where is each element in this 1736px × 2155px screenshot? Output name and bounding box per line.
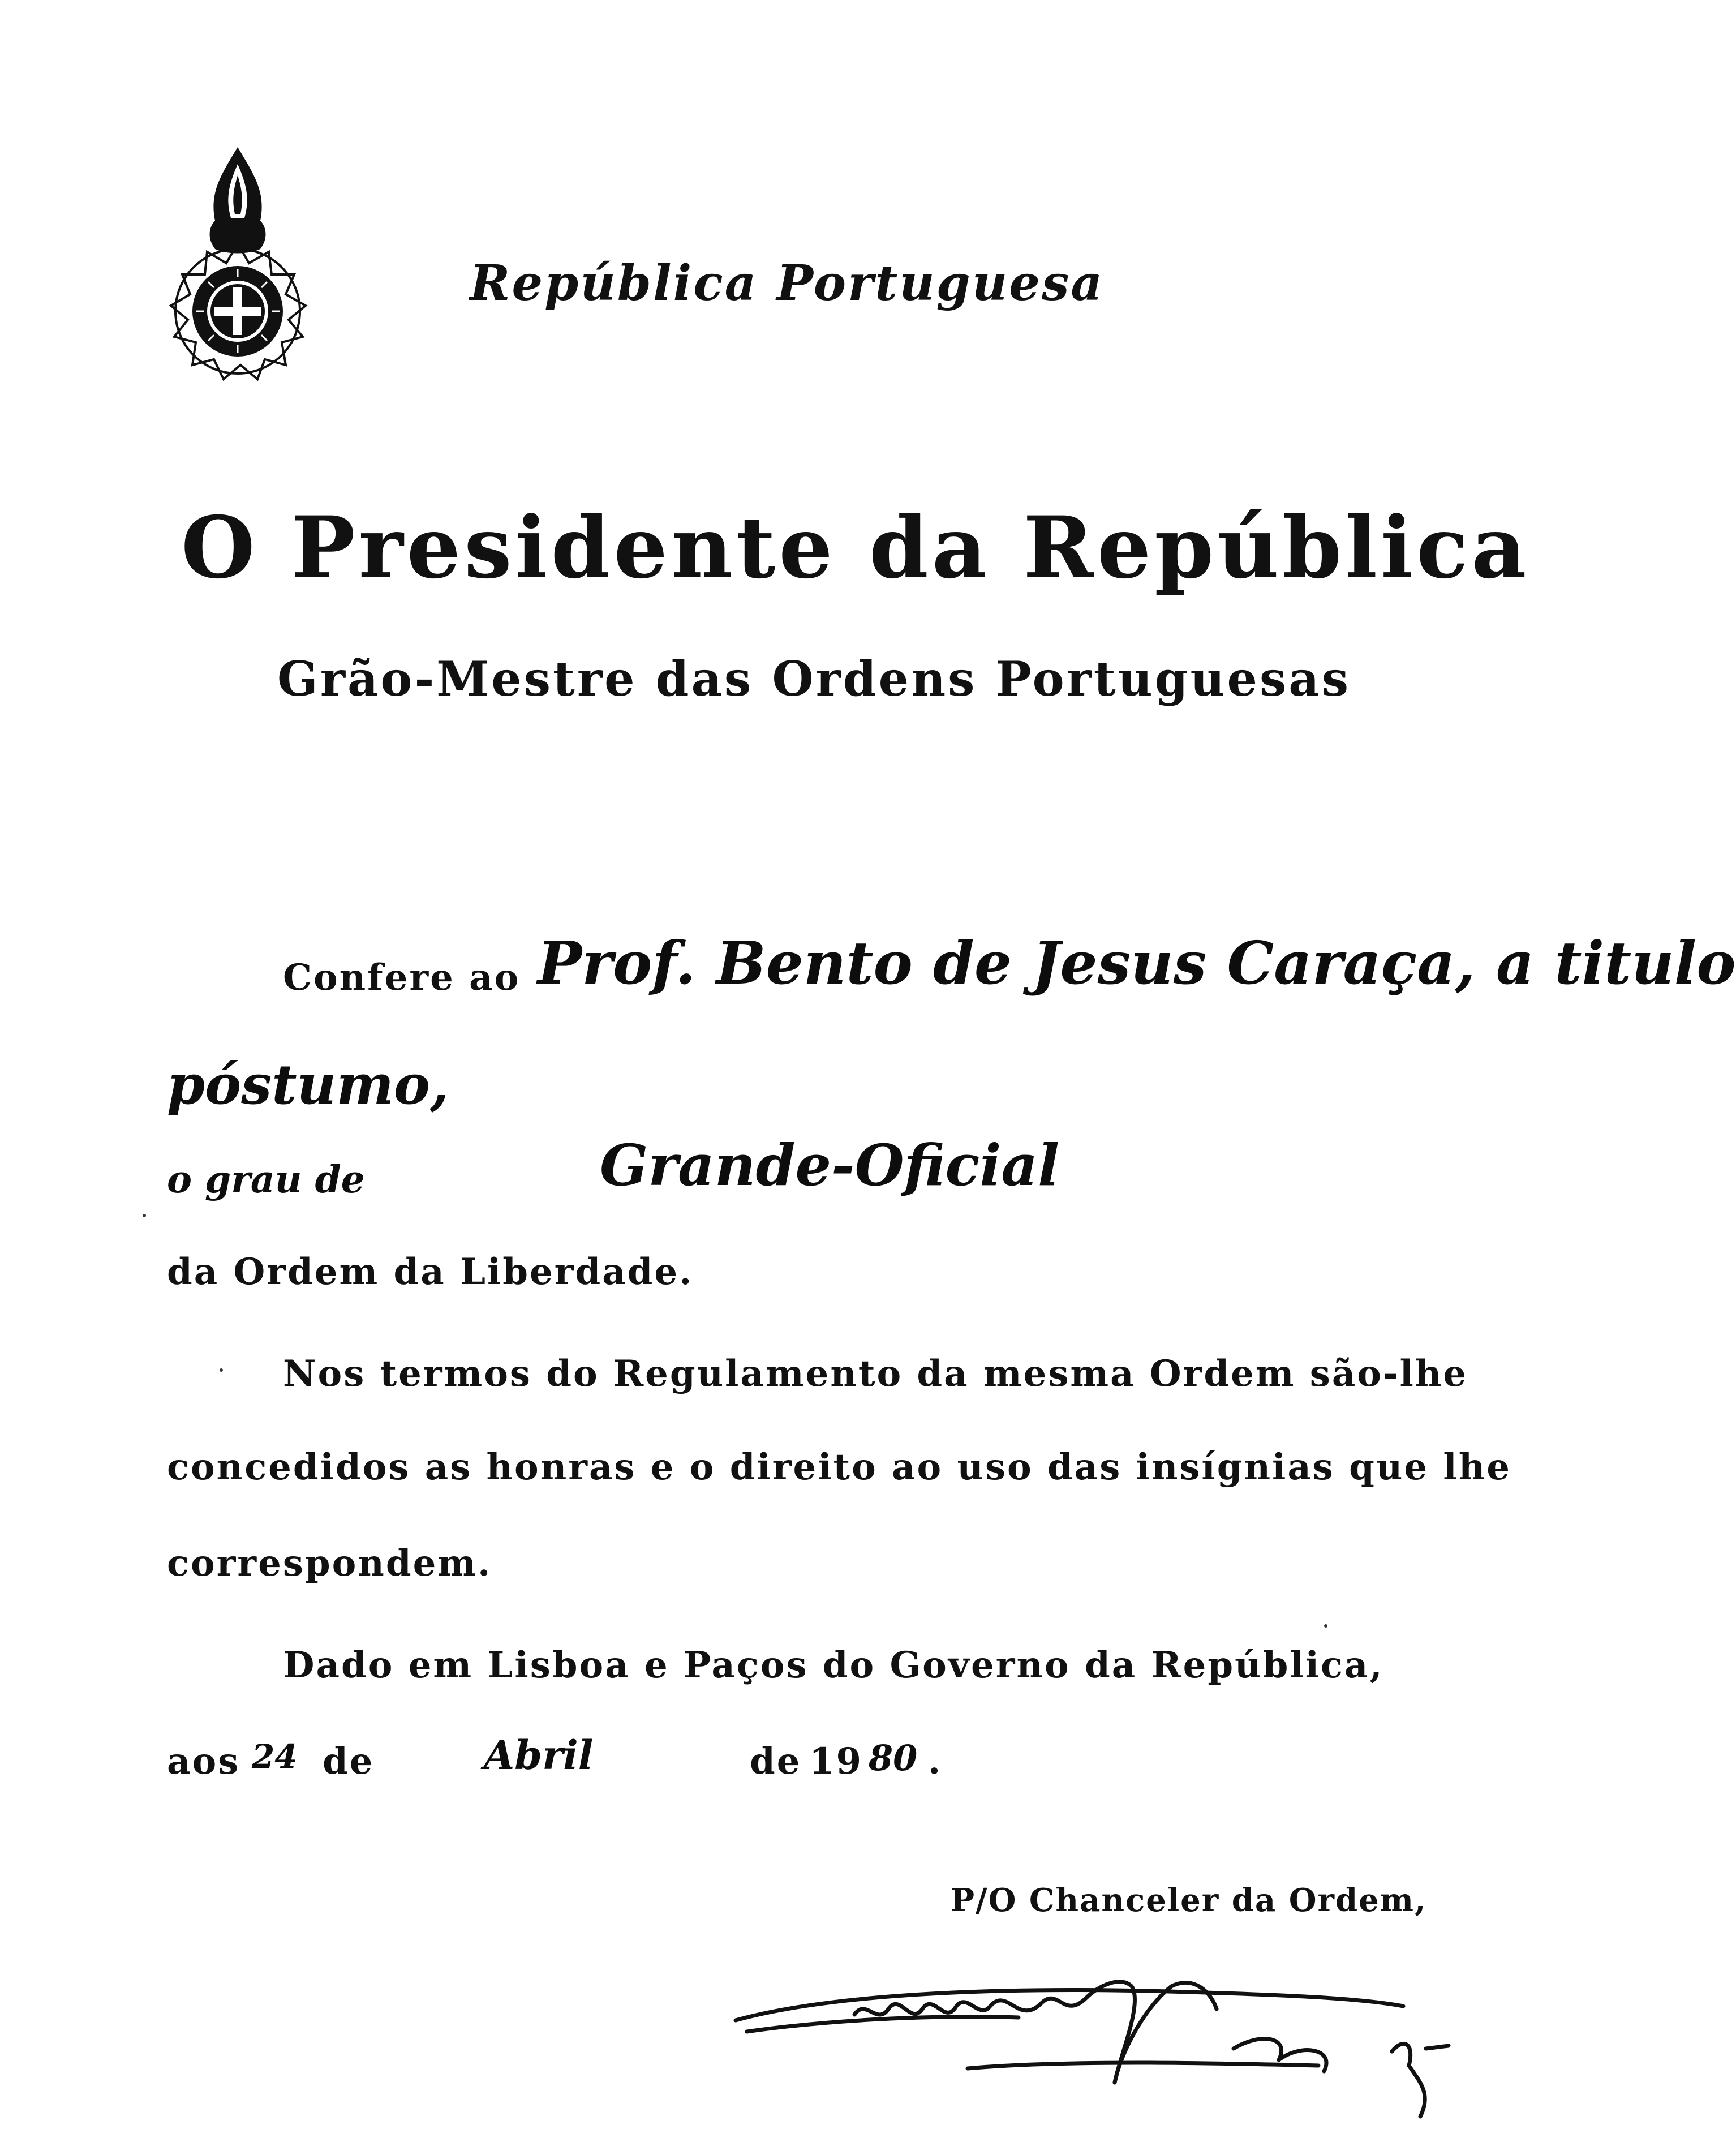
chanceler-label: P/O Chanceler da Ordem, [951,1882,1427,1919]
recipient-name: Prof. Bento de Jesus Caraça, a titulo [538,928,1736,998]
year-suffix: 80 [869,1737,918,1779]
paragraph-line-1: Nos termos do Regulamento da mesma Ordem são-lhe [283,1353,1468,1395]
end-period: . [928,1740,943,1783]
header-republic: República Portuguesa [470,255,1105,312]
confere-label: Confere ao [283,956,521,999]
signature-icon [724,1952,1494,2122]
grau-label: o grau de [167,1157,365,1201]
de-label-1: de [323,1740,375,1783]
de-label-2: de [750,1740,802,1783]
dated-line: Dado em Lisboa e Paços do Governo da República, [283,1644,1384,1686]
grau-value: Grande-Oficial [600,1132,1060,1199]
paragraph-line-2: concedidos as honras e o direito ao uso das insígnias que lhe [167,1446,1511,1488]
paragraph-line-3: correspondem. [167,1542,492,1585]
year-prefix: 19 [809,1740,863,1783]
paper-speck [220,1368,223,1372]
page-subtitle: Grão-Mestre das Ordens Portuguesas [277,651,1351,707]
postumo-text: póstumo, [167,1053,449,1117]
month-value: Abril [484,1732,594,1779]
paper-speck [1324,1624,1327,1628]
paper-speck [143,1214,146,1217]
day-value: 24 [252,1737,298,1776]
aos-label: aos [167,1740,240,1783]
order-emblem-icon [153,141,323,379]
page-title: O Presidente da República [181,498,1530,598]
order-name: da Ordem da Liberdade. [167,1251,694,1293]
